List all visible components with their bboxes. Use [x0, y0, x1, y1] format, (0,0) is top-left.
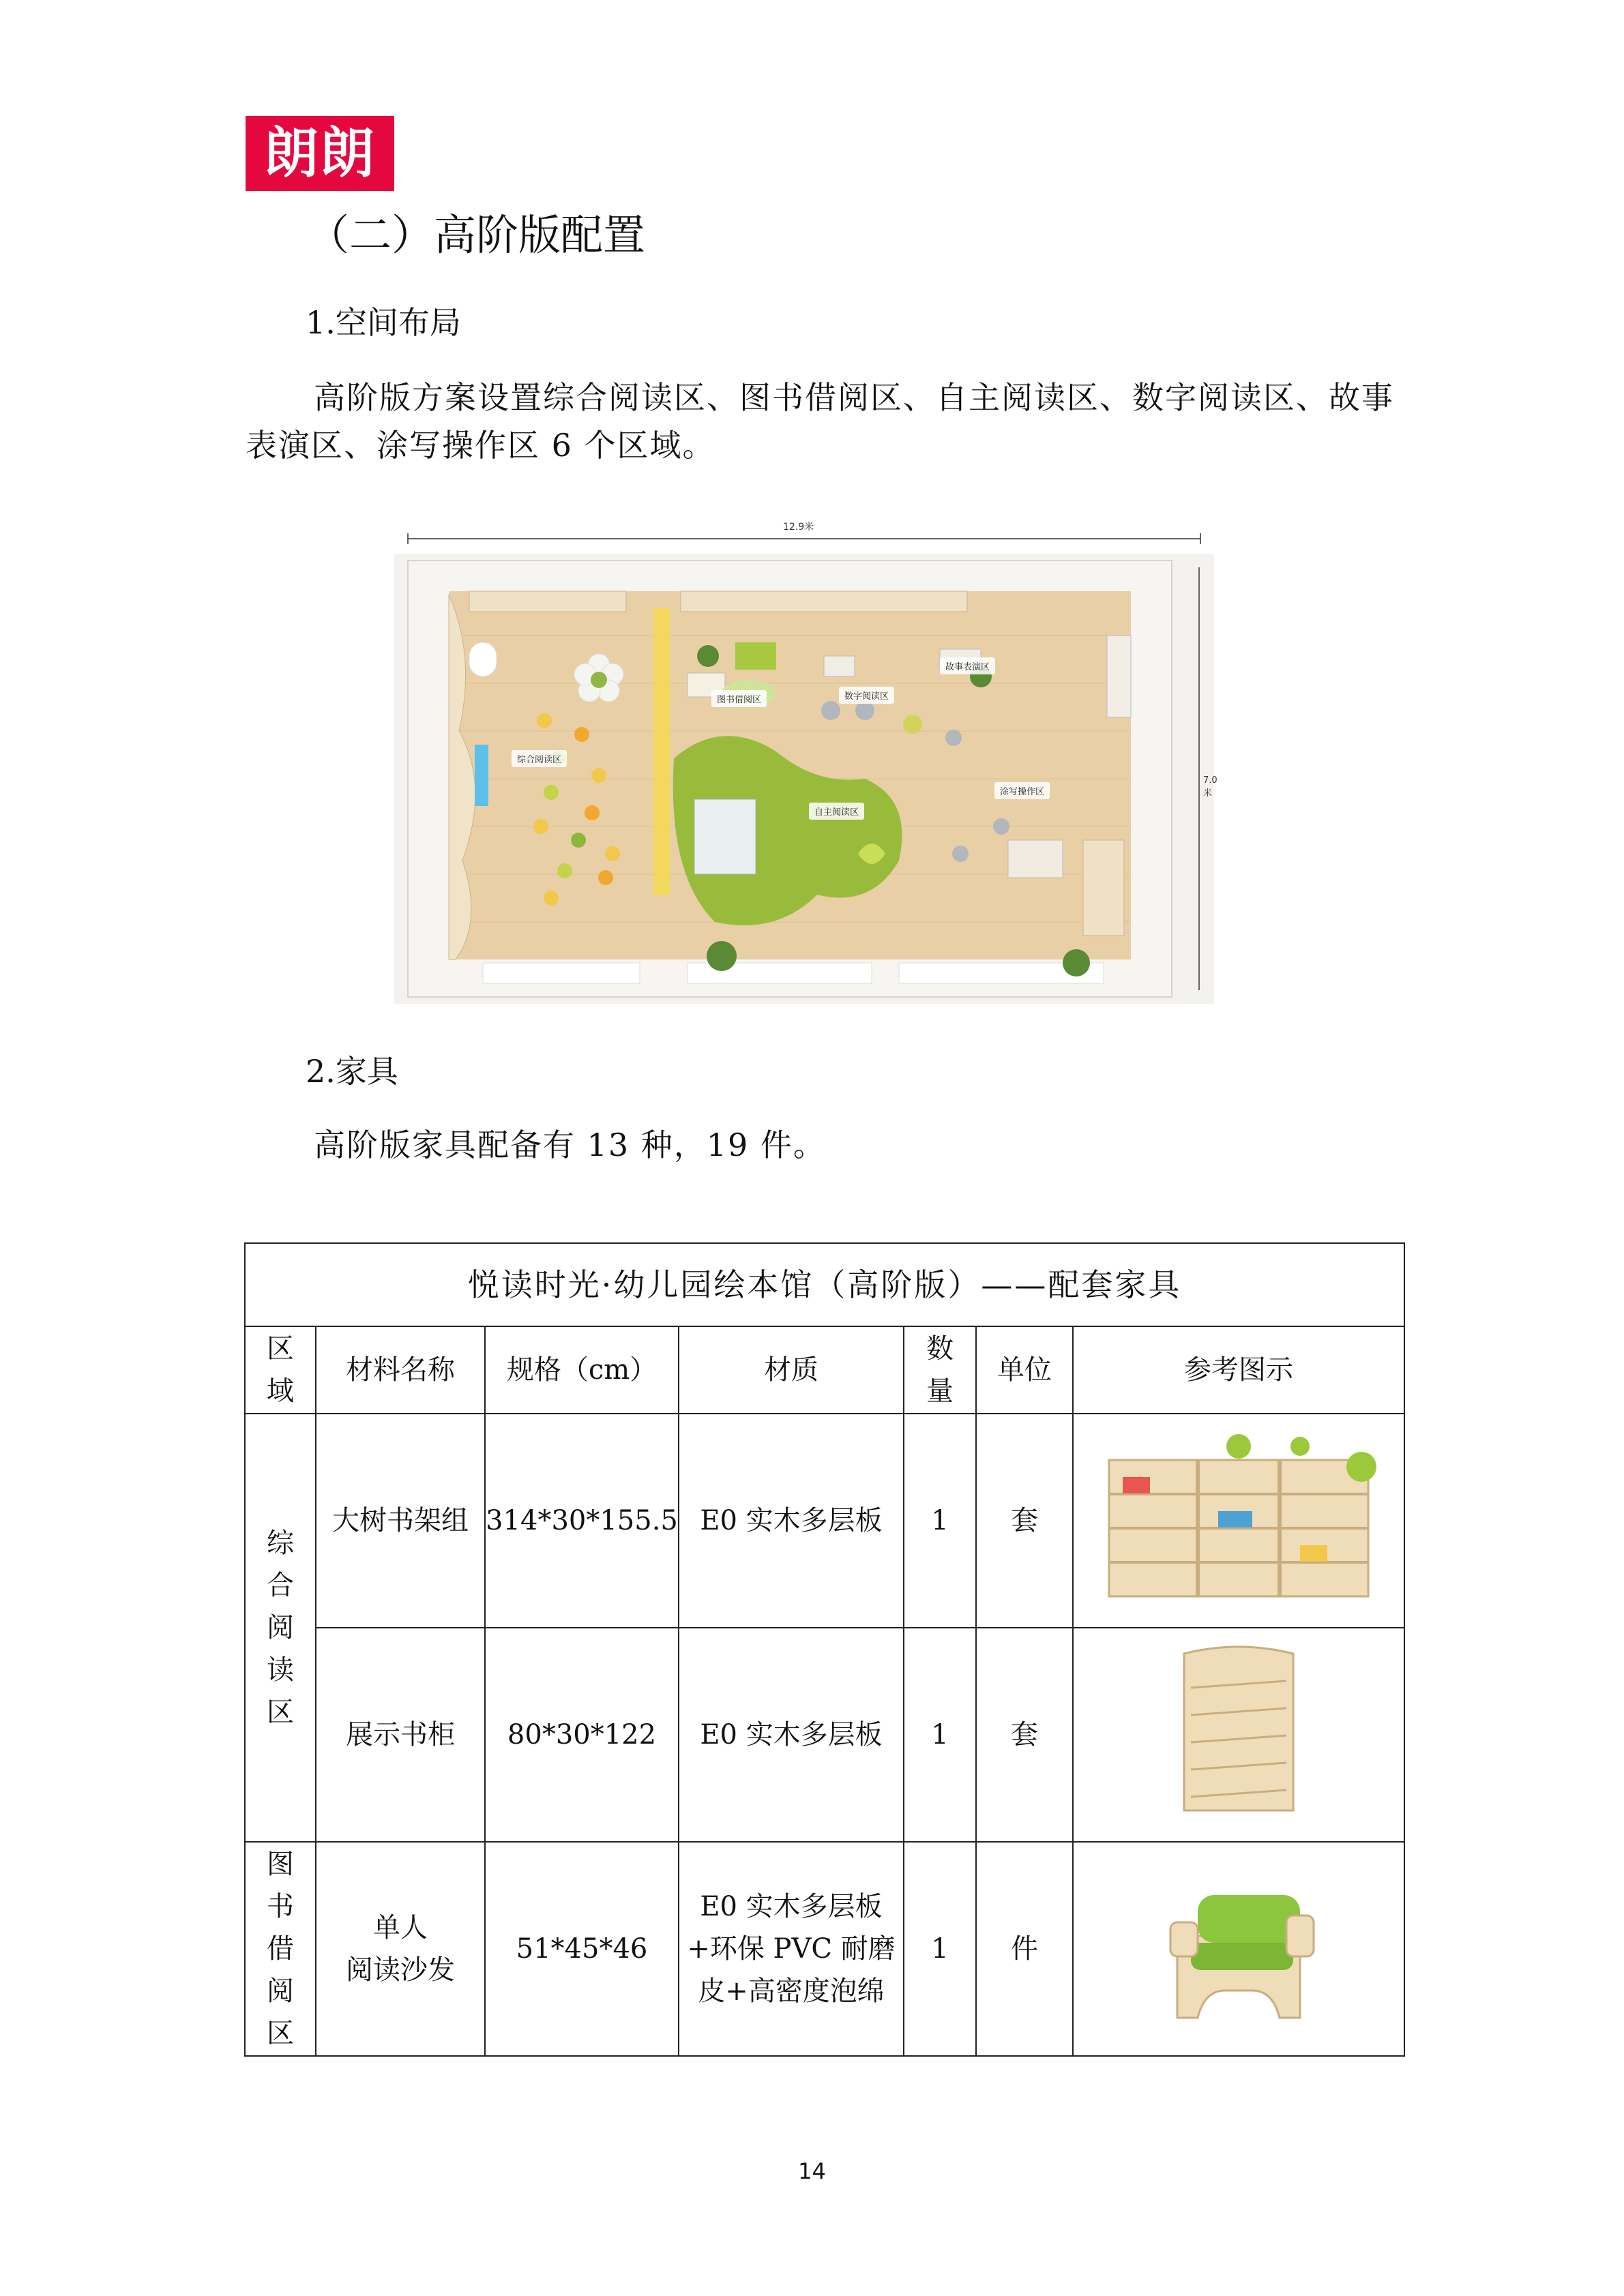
- tree-bookshelf-image: [1095, 1419, 1382, 1610]
- table-row: [245, 1628, 1404, 1842]
- header-name: 材料名称: [316, 1326, 485, 1414]
- item-name: 展示书柜: [316, 1628, 485, 1842]
- table-title: 悦读时光·幼儿园绘本馆（高阶版）——配套家具: [245, 1243, 1404, 1326]
- width-label: 12.9米: [783, 522, 814, 533]
- display-cabinet-image: [1170, 1633, 1307, 1824]
- item-unit: 件: [976, 1842, 1073, 2056]
- header-image: 参考图示: [1073, 1326, 1404, 1414]
- room-render: [394, 554, 1217, 1004]
- reading-sofa-image: [1150, 1854, 1327, 2031]
- table-row: [245, 1842, 1404, 2056]
- zone-label-4: 故事表演区: [940, 657, 995, 674]
- table-row: [245, 1414, 1404, 1628]
- item-image-display-cabinet: [1073, 1628, 1404, 1842]
- item-spec: 51*45*46: [485, 1842, 679, 2056]
- room-illustration: [394, 554, 1214, 1004]
- header-material: 材质: [679, 1326, 904, 1414]
- floor-plan: [394, 518, 1217, 1004]
- zone-label-5: 自主阅读区: [809, 803, 864, 820]
- item-unit: 套: [976, 1414, 1073, 1628]
- item-image-sofa: [1073, 1842, 1404, 2056]
- page-number: 14: [798, 2158, 826, 2184]
- section-title: （二）高阶版配置: [307, 210, 646, 260]
- furniture-paragraph: 高阶版家具配备有 13 种，19 件。: [314, 1127, 826, 1163]
- item-qty: 1: [904, 1414, 976, 1628]
- zone-label-2: 图书借阅区: [711, 690, 767, 707]
- header-qty: 数 量: [904, 1326, 976, 1414]
- subsection-title-layout: 1.空间布局: [306, 304, 461, 341]
- header-spec: 规格（cm）: [485, 1326, 679, 1414]
- item-image-tree-bookshelf: [1073, 1414, 1404, 1628]
- item-name: 大树书架组: [316, 1414, 485, 1628]
- brand-logo: 朗朗: [246, 116, 394, 191]
- item-name: 单人 阅读沙发: [316, 1842, 485, 2056]
- item-spec: 80*30*122: [485, 1628, 679, 1842]
- zone-label-3: 数字阅读区: [839, 687, 894, 704]
- item-qty: 1: [904, 1842, 976, 2056]
- height-label: 7.0米: [1203, 775, 1217, 799]
- item-material: E0 实木多层板: [679, 1628, 904, 1842]
- area-cell-comprehensive: 综 合 阅 读 区: [245, 1414, 316, 1842]
- item-material: E0 实木多层板: [679, 1414, 904, 1628]
- item-material: E0 实木多层板 +环保 PVC 耐磨 皮+高密度泡绵: [679, 1842, 904, 2056]
- item-qty: 1: [904, 1628, 976, 1842]
- furniture-table: [244, 1242, 1404, 2057]
- subsection-title-furniture: 2.家具: [306, 1053, 398, 1090]
- zone-label-1: 综合阅读区: [512, 750, 567, 767]
- layout-paragraph: 高阶版方案设置综合阅读区、图书借阅区、自主阅读区、数字阅读区、故事表演区、涂写操作区 6 个区域。: [246, 379, 1394, 464]
- zone-label-6: 涂写操作区: [994, 782, 1050, 799]
- area-cell-borrowing: 图 书 借 阅 区: [245, 1842, 316, 2056]
- header-unit: 单位: [976, 1326, 1073, 1414]
- item-spec: 314*30*155.5: [485, 1414, 679, 1628]
- table-header-row: [245, 1326, 1404, 1414]
- header-area: 区 域: [245, 1326, 316, 1414]
- item-unit: 套: [976, 1628, 1073, 1842]
